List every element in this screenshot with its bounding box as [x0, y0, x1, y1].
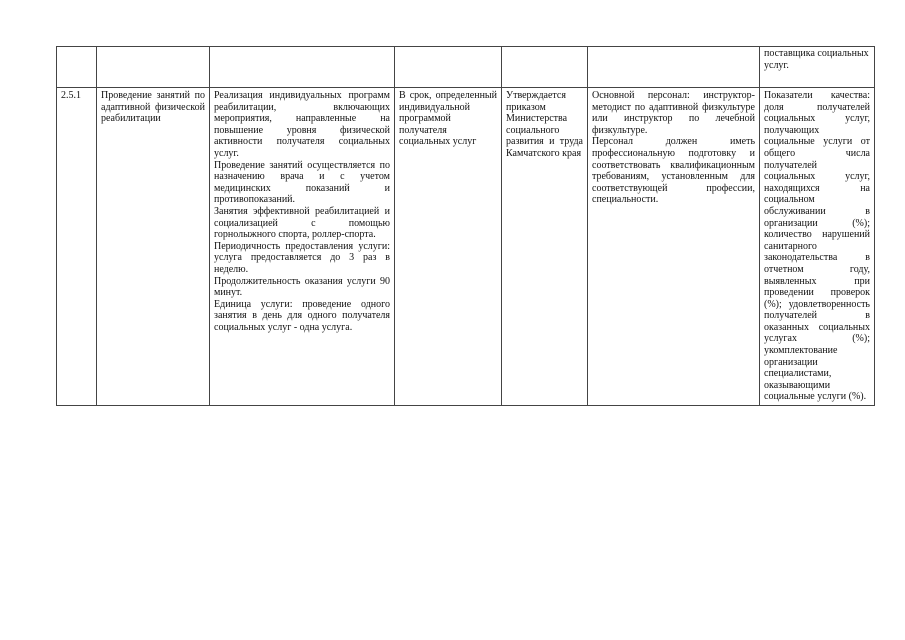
cell-service-number: 2.5.1 [57, 88, 97, 406]
cell-service-quality: Показатели качества: доля получателей социальных услуг, получающих социальные услуги от общего числа получателей социальных услуг, находящихся на социальном обслуживании в организации (%); количество нарушений санитарного законодательства в отчетном году, выявленных при проведении проверок (%); удовлетворенность получателей в оказанных социальных услугах (%); укомплектование организации специалистами, оказывающими социальные услуги (%). [760, 88, 875, 406]
description-paragraph: Единица услуги: проведение одного занятия в день для одного получателя социальных услуг - одна услуга. [214, 298, 390, 333]
description-paragraph: Продолжительность оказания услуги 90 минут. [214, 275, 390, 299]
cell-service-approval: Утверждается приказом Министерства социального развития и труда Камчатского края [502, 88, 588, 406]
services-table [56, 46, 875, 406]
personnel-paragraph: Персонал должен иметь профессиональную подготовку и соответствовать квалификационным требованиям, установленным для соответствующей профессии, специальности. [592, 136, 755, 206]
cell-service-name: Проведение занятий по адаптивной физической реабилитации [97, 88, 210, 406]
cell-term-empty [395, 47, 502, 88]
cell-number-empty [57, 47, 97, 88]
cell-service-personnel [588, 88, 760, 406]
table-row [57, 88, 875, 406]
cell-quality-continued: поставщика социальных услуг. [760, 47, 875, 88]
cell-personnel-empty [588, 47, 760, 88]
cell-service-term: В срок, определенный индивидуальной программой получателя социальных услуг [395, 88, 502, 406]
cell-approval-empty [502, 47, 588, 88]
table-row-continued [57, 47, 875, 88]
description-paragraph: Реализация индивидуальных программ реабилитации, включающих мероприятия, направленные на повышение уровня физической активности получателя социальных услуг. [214, 90, 390, 159]
personnel-paragraph: Основной персонал: инструктор-методист по адаптивной физкультуре или инструктор по лечебной физкультуре. [592, 90, 755, 136]
cell-service-description [210, 88, 395, 406]
cell-description-empty [210, 47, 395, 88]
description-paragraph: Занятия эффективной реабилитацией и социализацией с помощью горнолыжного спорта, роллер-спорта. [214, 205, 390, 241]
description-paragraph: Периодичность предоставления услуги: услуга предоставляется до 3 раз в неделю. [214, 240, 390, 275]
description-paragraph: Проведение занятий осуществляется по назначению врача и с учетом медицинских показаний и противопоказаний. [214, 159, 390, 206]
cell-name-empty [97, 47, 210, 88]
